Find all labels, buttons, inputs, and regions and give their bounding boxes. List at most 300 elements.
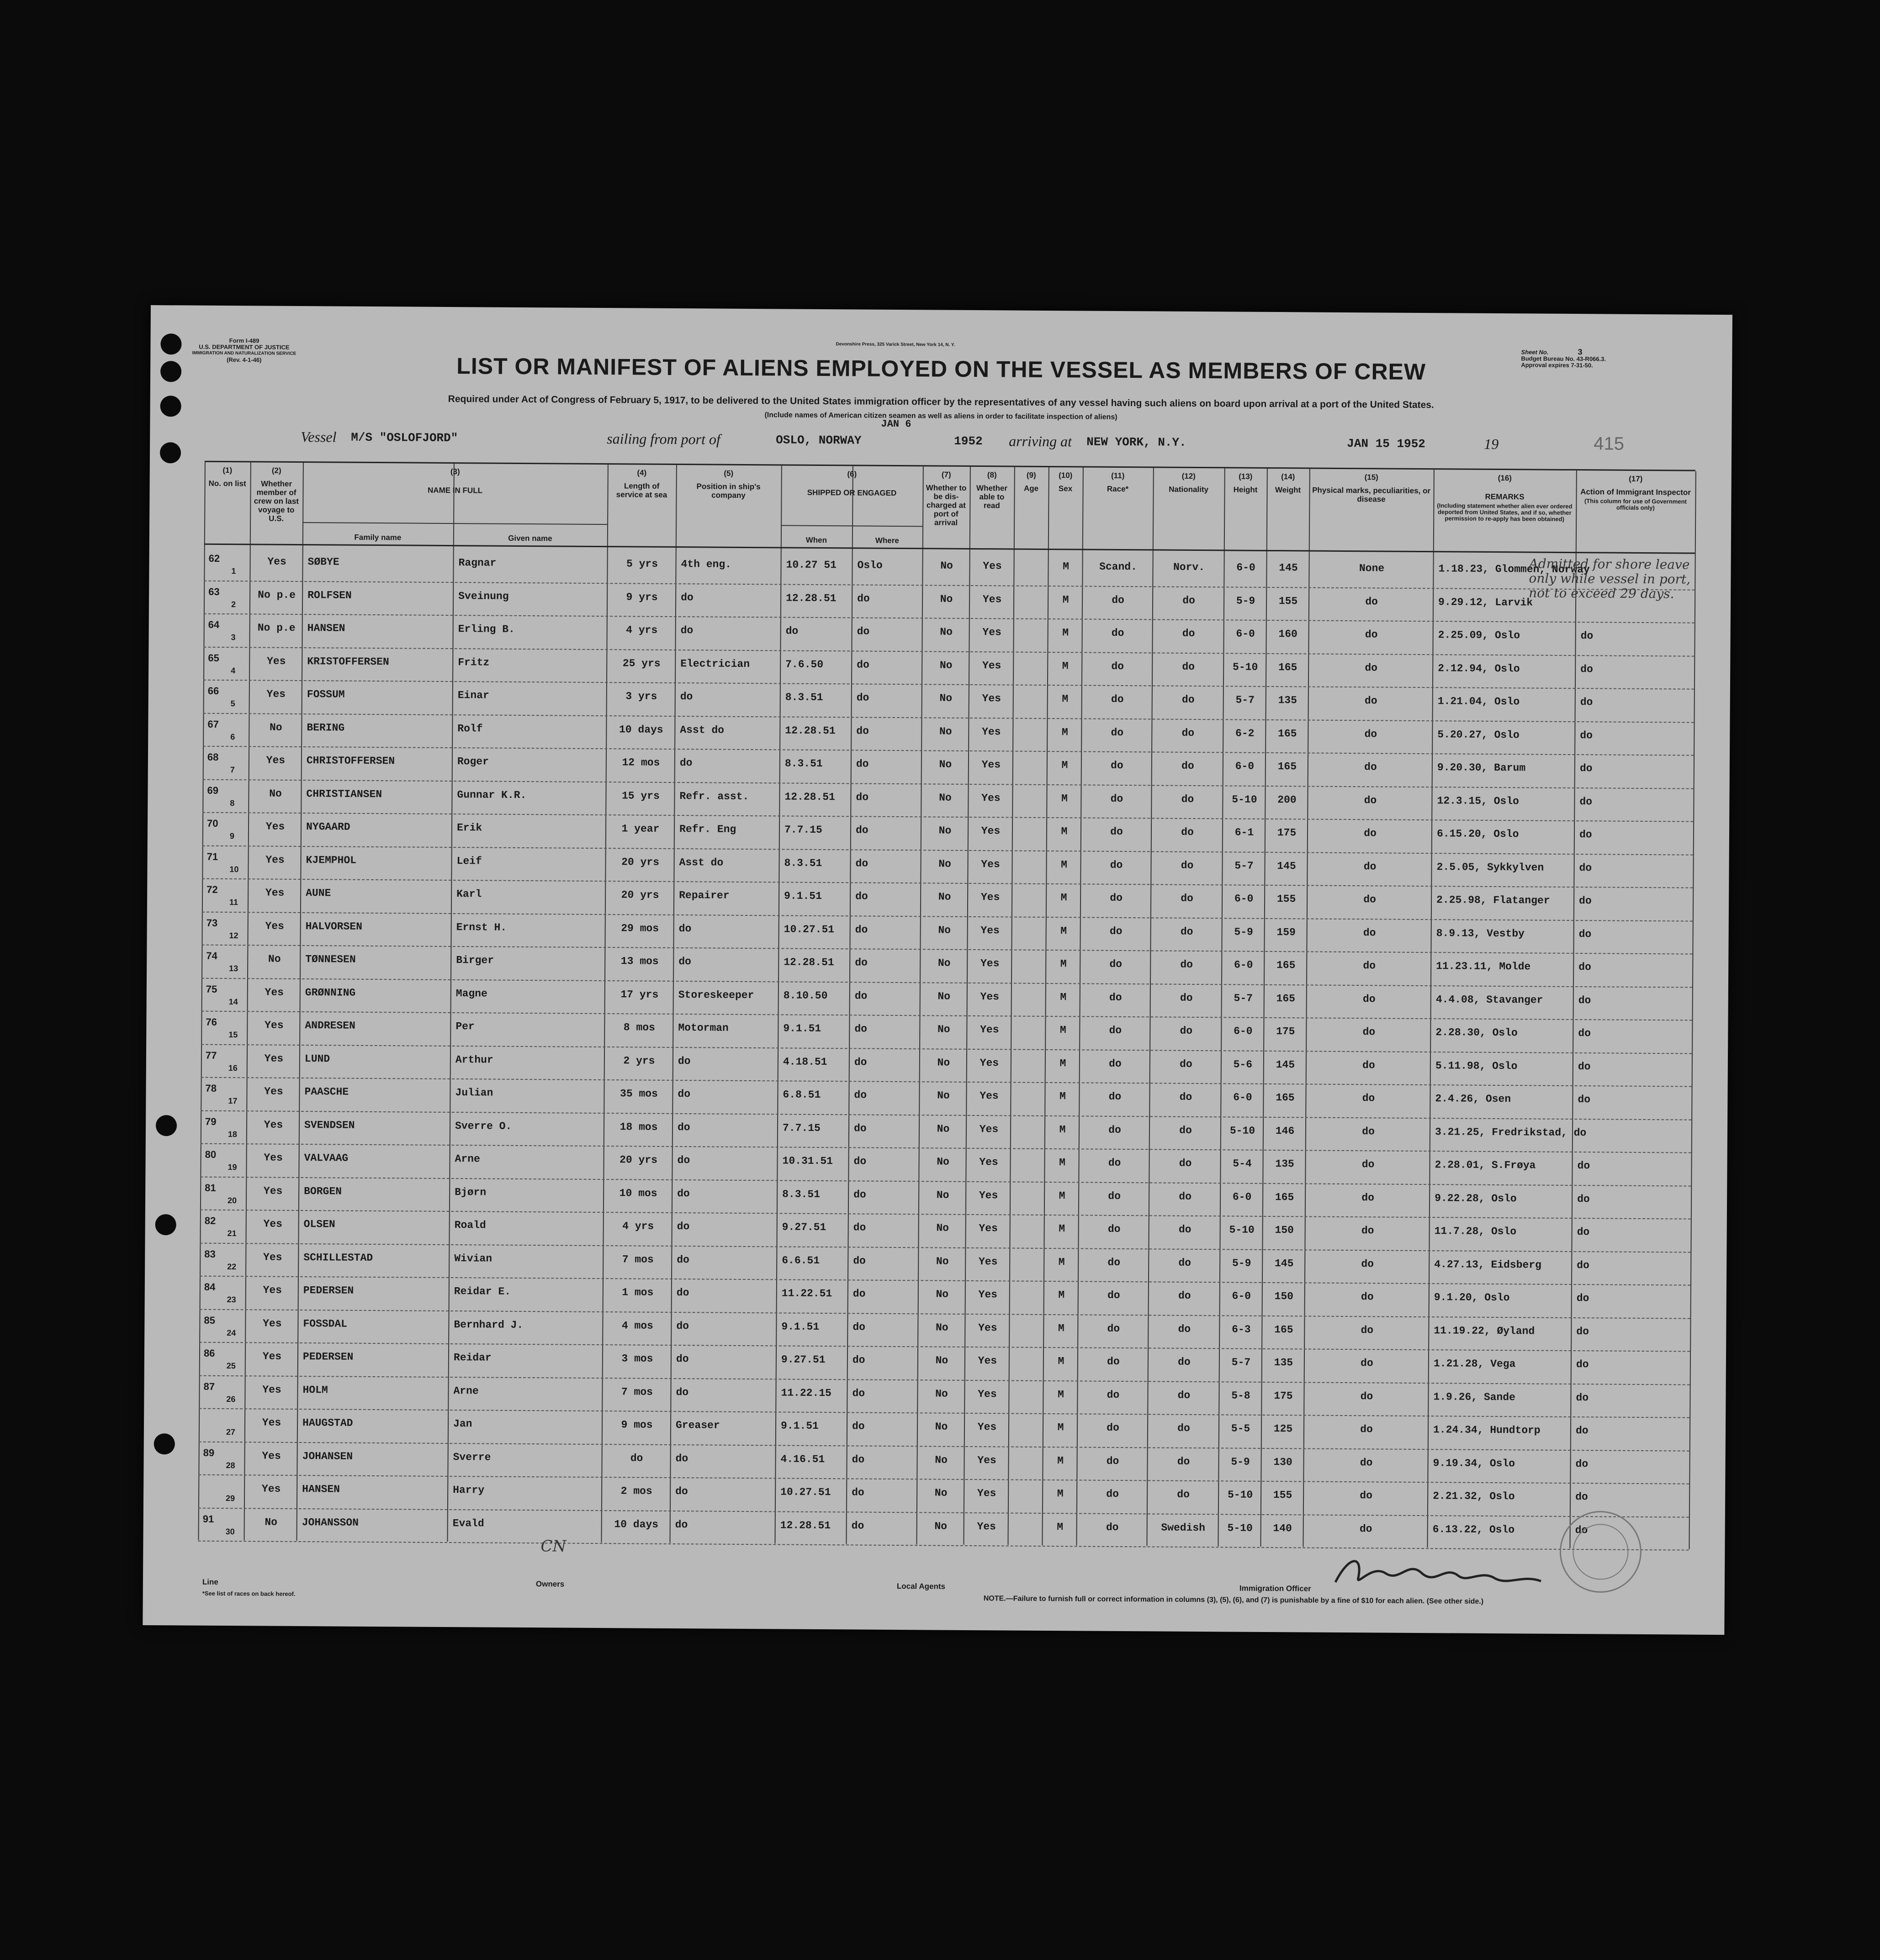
cell-read: Yes xyxy=(977,1421,997,1433)
cell-when: 7.7.15 xyxy=(784,824,822,836)
cell-rem: 1.9.26, Sande xyxy=(1433,1390,1515,1403)
cell-prev: Yes xyxy=(262,1350,282,1363)
row-rule xyxy=(201,1143,1691,1153)
page-stamp: 415 xyxy=(1594,433,1625,454)
cell-marks: do xyxy=(1364,728,1377,740)
cell-giv: Sverre O. xyxy=(455,1120,512,1132)
cell-nat: do xyxy=(1179,1091,1192,1103)
column-number: (17) xyxy=(1629,474,1643,483)
list-number: 27 xyxy=(226,1427,236,1437)
list-number: 16 xyxy=(228,1063,238,1072)
cell-when: 8.3.51 xyxy=(784,856,822,869)
cell-read: Yes xyxy=(982,593,1002,605)
cell-giv: Ragnar xyxy=(458,557,497,569)
cell-giv: Jan xyxy=(453,1418,472,1430)
cell-when: 8.3.51 xyxy=(782,1188,821,1200)
column-header-c8 xyxy=(969,470,1014,510)
cell-ht: 5-7 xyxy=(1235,694,1255,706)
cell-when: 8.10.50 xyxy=(783,989,828,1002)
cell-read: Yes xyxy=(978,1355,997,1367)
cell-pos: do xyxy=(676,1386,689,1398)
cell-svc: 7 mos xyxy=(621,1385,653,1398)
cell-giv: Arne xyxy=(455,1153,480,1165)
cell-read: Yes xyxy=(978,1289,998,1301)
cell-pos: Repairer xyxy=(679,889,730,902)
cell-rem: 9.19.34, Oslo xyxy=(1433,1457,1515,1469)
cell-where: do xyxy=(855,956,868,969)
cell-race: do xyxy=(1109,958,1123,971)
cell-read: Yes xyxy=(979,1222,998,1235)
cell-act: do xyxy=(1580,663,1593,675)
cell-race: do xyxy=(1109,1057,1122,1070)
cell-fam: ROLFSEN xyxy=(307,589,352,602)
row-rule xyxy=(201,1044,1692,1054)
cell-nat: do xyxy=(1181,760,1194,772)
cell-where: do xyxy=(854,1056,867,1068)
cell-svc: 4 yrs xyxy=(626,624,658,636)
cell-giv: Magne xyxy=(455,987,487,1000)
cell-fam: CHRISTIANSEN xyxy=(306,787,382,800)
column-number: (16) xyxy=(1498,474,1512,483)
cell-wt: 146 xyxy=(1275,1125,1295,1137)
sequence-number: 62 xyxy=(208,552,220,564)
cell-giv: Einar xyxy=(457,689,489,702)
cell-rem: 1.18.23, Glommen, Norway xyxy=(1438,563,1590,576)
cell-sex: M xyxy=(1059,1223,1065,1235)
cell-where: do xyxy=(853,1221,866,1234)
cell-marks: do xyxy=(1363,860,1377,872)
cell-wt: 140 xyxy=(1273,1522,1292,1534)
cell-read: Yes xyxy=(977,1520,996,1532)
row-rule xyxy=(202,845,1693,855)
cell-sex: M xyxy=(1059,1090,1066,1103)
cell-sex: M xyxy=(1063,560,1070,573)
cell-ht: 6-3 xyxy=(1232,1323,1251,1336)
column-header-c11 xyxy=(1083,471,1153,493)
cell-sex: M xyxy=(1061,825,1068,838)
column-title: Weight xyxy=(1275,486,1301,495)
cell-ht: 5-7 xyxy=(1234,992,1253,1004)
cell-dis: No xyxy=(935,1388,948,1400)
cell-ht: 5-4 xyxy=(1233,1157,1252,1170)
cell-pos: 4th eng. xyxy=(681,558,732,571)
cell-where: do xyxy=(852,1453,865,1466)
cell-fam: PAASCHE xyxy=(304,1086,349,1098)
cell-read: Yes xyxy=(982,659,1001,671)
cell-ht: 6-0 xyxy=(1233,1091,1252,1104)
cell-prev: Yes xyxy=(263,1218,282,1230)
cell-when: 12.28.51 xyxy=(784,956,834,969)
cell-race: do xyxy=(1109,1024,1122,1037)
cell-fam: LUND xyxy=(304,1052,330,1065)
cell-act: do xyxy=(1580,630,1594,642)
cell-read: Yes xyxy=(980,924,1000,936)
cell-nat: do xyxy=(1180,1025,1193,1037)
cell-marks: do xyxy=(1361,1257,1374,1270)
official-seal xyxy=(1555,1506,1647,1598)
list-number: 18 xyxy=(228,1129,238,1139)
cell-nat: do xyxy=(1178,1289,1191,1302)
column-header-c2 xyxy=(250,466,303,523)
cell-marks: do xyxy=(1363,926,1376,939)
cell-fam: KRISTOFFERSEN xyxy=(307,655,389,668)
cell-dis: No xyxy=(936,1189,949,1201)
cell-dis: No xyxy=(937,1057,950,1069)
column-title: Action of Immigrant Inspector xyxy=(1580,487,1691,497)
cell-giv: Karl xyxy=(456,888,482,900)
cell-giv: Reidar xyxy=(453,1352,492,1364)
cell-nat: do xyxy=(1177,1488,1190,1500)
sequence-number: 75 xyxy=(206,983,217,995)
list-number: 14 xyxy=(228,997,238,1006)
cell-rem: 1.21.28, Vega xyxy=(1433,1358,1516,1370)
cell-rem: 2.21.32, Oslo xyxy=(1433,1490,1515,1503)
cell-act: do xyxy=(1580,729,1593,741)
cell-pos: do xyxy=(677,1154,690,1167)
cell-ht: 5-6 xyxy=(1233,1058,1253,1071)
column-note: (This column for use of Government officials only) xyxy=(1584,497,1687,512)
cell-nat: do xyxy=(1178,1257,1192,1269)
cell-wt: 150 xyxy=(1275,1224,1294,1236)
cell-where: do xyxy=(856,791,869,803)
cell-prev: Yes xyxy=(265,887,285,899)
cell-where: do xyxy=(855,824,869,836)
cell-rem: 9.29.12, Larvik xyxy=(1438,596,1533,608)
manifest-sheet xyxy=(143,305,1732,1635)
footer-line-label: Line xyxy=(202,1577,218,1586)
cell-race: do xyxy=(1107,1322,1120,1335)
cell-dis: No xyxy=(939,758,952,771)
cell-wt: 165 xyxy=(1278,727,1297,740)
officer-signature xyxy=(1331,1546,1551,1597)
cell-sex: M xyxy=(1057,1421,1064,1434)
cell-pos: do xyxy=(679,757,693,769)
cell-marks: do xyxy=(1361,1225,1374,1237)
column-number: (8) xyxy=(987,470,997,480)
cell-nat: do xyxy=(1179,1157,1192,1169)
list-number: 25 xyxy=(226,1361,236,1371)
cell-race: Scand. xyxy=(1099,560,1138,573)
cell-giv: Erik xyxy=(456,822,482,834)
cell-giv: Erling B. xyxy=(458,623,515,635)
column-header-c9 xyxy=(1014,471,1049,493)
cell-nat: do xyxy=(1180,1058,1192,1070)
cell-nat: do xyxy=(1177,1455,1190,1468)
cell-pos: Electrician xyxy=(680,657,750,670)
cell-pos: Storeskeeper xyxy=(678,988,754,1001)
cell-read: Yes xyxy=(980,1024,999,1036)
row-rule xyxy=(200,1242,1690,1252)
subheader: Family name xyxy=(354,533,402,542)
cell-race: do xyxy=(1106,1488,1119,1500)
list-number: 6 xyxy=(230,732,235,741)
cell-pos: Asst do xyxy=(680,724,725,736)
list-number: 2 xyxy=(231,599,236,609)
column-header-c4 xyxy=(607,468,676,499)
row-rule xyxy=(204,613,1695,623)
cell-act: do xyxy=(1578,961,1591,973)
sequence-number: 72 xyxy=(207,883,218,895)
cell-nat: do xyxy=(1177,1422,1190,1434)
sailing-label: sailing from port of xyxy=(607,430,720,448)
cell-giv: Birger xyxy=(456,954,494,967)
cell-read: Yes xyxy=(977,1487,996,1500)
cell-where: do xyxy=(856,724,869,737)
row-rule xyxy=(200,1176,1691,1186)
cell-marks: do xyxy=(1364,794,1377,806)
cell-pos: do xyxy=(678,956,691,968)
cell-when: 7.7.15 xyxy=(782,1121,821,1134)
cell-marks: do xyxy=(1362,1125,1375,1137)
cell-race: do xyxy=(1106,1521,1119,1533)
cell-wt: 155 xyxy=(1276,893,1296,905)
row-rule xyxy=(201,1011,1692,1021)
cell-giv: Roger xyxy=(457,755,489,768)
cell-nat: Swedish xyxy=(1161,1522,1206,1534)
cell-pos: do xyxy=(678,1088,691,1100)
cell-svc: 8 mos xyxy=(623,1021,655,1034)
cell-fam: BORGEN xyxy=(304,1185,342,1198)
cell-sex: M xyxy=(1058,1355,1064,1368)
cell-rem: 4.27.13, Eidsberg xyxy=(1434,1258,1541,1271)
sequence-number: 74 xyxy=(206,950,217,962)
cell-fam: FOSSUM xyxy=(307,688,345,701)
cell-fam: HAUGSTAD xyxy=(302,1417,353,1429)
cell-sex: M xyxy=(1057,1488,1064,1500)
column-number: (12) xyxy=(1181,471,1196,481)
cell-rem: 2.28.01, S.Frøya xyxy=(1435,1159,1536,1172)
cell-ht: 6-0 xyxy=(1234,959,1253,971)
cell-act: do xyxy=(1575,1491,1588,1503)
subheader: Where xyxy=(875,536,899,545)
row-rule xyxy=(199,1441,1689,1451)
cell-marks: do xyxy=(1364,695,1377,707)
cell-read: Yes xyxy=(978,1255,998,1268)
cell-pos: do xyxy=(680,624,694,637)
cell-dis: No xyxy=(935,1454,948,1466)
cell-rem: 9.20.30, Barum xyxy=(1437,761,1526,774)
cell-read: Yes xyxy=(979,1123,999,1135)
cell-fam: HOLM xyxy=(302,1384,328,1396)
sequence-number: 68 xyxy=(207,751,219,763)
row-rule xyxy=(199,1342,1690,1352)
cell-sex: M xyxy=(1061,726,1068,738)
column-title: Length of service at sea xyxy=(616,481,667,499)
cell-where: do xyxy=(853,1254,866,1267)
cell-dis: No xyxy=(939,792,952,804)
cell-marks: do xyxy=(1360,1456,1373,1469)
cell-prev: Yes xyxy=(265,820,285,833)
cell-wt: 165 xyxy=(1278,661,1297,673)
cell-marks: do xyxy=(1365,595,1378,608)
cell-act: do xyxy=(1579,861,1592,874)
department: U.S. DEPARTMENT OF JUSTICE xyxy=(199,343,290,351)
cell-when: 11.22.15 xyxy=(781,1386,831,1399)
cell-read: Yes xyxy=(982,692,1001,705)
cell-prev: No xyxy=(269,787,282,800)
cell-nat: do xyxy=(1182,660,1195,673)
cell-svc: 9 yrs xyxy=(626,591,658,603)
cell-rem: 2.28.30, Oslo xyxy=(1435,1026,1518,1039)
cell-fam: AUNE xyxy=(306,887,331,899)
cell-when: 9.1.51 xyxy=(783,1022,821,1035)
cell-rem: 6.13.22, Oslo xyxy=(1432,1523,1515,1536)
cell-svc: 10 days xyxy=(614,1518,659,1531)
sail-year: 1952 xyxy=(954,434,983,449)
row-rule xyxy=(202,878,1693,888)
cell-nat: do xyxy=(1182,594,1195,607)
cell-svc: 18 mos xyxy=(620,1120,658,1133)
cell-race: do xyxy=(1111,693,1124,706)
cell-marks: do xyxy=(1364,761,1377,773)
cell-read: Yes xyxy=(979,1156,998,1168)
cell-sex: M xyxy=(1059,1057,1066,1069)
cell-pos: do xyxy=(677,1187,690,1199)
cell-prev: Yes xyxy=(264,1152,283,1164)
column-title: Whether member of crew on last voyage to U.S. xyxy=(254,479,299,523)
cell-when: 9.27.51 xyxy=(782,1221,826,1234)
cell-act: do xyxy=(1578,1027,1591,1040)
cell-when: 11.22.51 xyxy=(781,1287,832,1300)
cell-fam: HALVORSEN xyxy=(305,920,363,933)
cell-sex: M xyxy=(1060,925,1067,937)
cell-pos: do xyxy=(677,1220,690,1233)
cell-wt: 155 xyxy=(1273,1489,1292,1501)
cell-dis: No xyxy=(937,1123,950,1135)
list-number: 13 xyxy=(229,964,238,973)
cell-svc: 3 mos xyxy=(621,1352,653,1365)
cell-marks: do xyxy=(1362,1092,1375,1104)
cell-dis: No xyxy=(937,1023,950,1035)
cell-svc: 7 mos xyxy=(622,1253,654,1266)
cell-giv: Arne xyxy=(453,1384,479,1397)
cell-ht: 6-0 xyxy=(1234,1025,1253,1037)
cell-ht: 6-0 xyxy=(1232,1290,1251,1302)
column-title: No. on list xyxy=(208,479,246,488)
cell-race: do xyxy=(1109,925,1123,937)
cell-when: do xyxy=(785,625,799,637)
races-note: *See list of races on back hereof. xyxy=(202,1590,296,1597)
cell-dis: No xyxy=(936,1255,949,1268)
cell-marks: do xyxy=(1359,1522,1372,1535)
cell-rem: 9.22.28, Oslo xyxy=(1435,1192,1517,1205)
cell-dis: No xyxy=(936,1222,949,1234)
cell-marks: do xyxy=(1362,993,1376,1005)
column-title: Position in ship's company xyxy=(696,482,761,500)
cell-sex: M xyxy=(1062,660,1069,672)
cell-rem: 11.23.11, Molde xyxy=(1436,960,1531,973)
cell-prev: Yes xyxy=(264,1085,283,1098)
cell-rem: 5.20.27, Oslo xyxy=(1437,728,1520,741)
cell-nat: do xyxy=(1181,727,1195,739)
cell-pos: do xyxy=(675,1518,688,1531)
cell-nat: do xyxy=(1178,1356,1191,1368)
year-label: 19 xyxy=(1484,435,1499,453)
column-divider xyxy=(244,462,251,1540)
sequence-number: 83 xyxy=(204,1248,216,1260)
cell-pos: do xyxy=(680,691,693,703)
cell-where: do xyxy=(855,923,868,936)
cell-when: 4.18.51 xyxy=(783,1055,827,1068)
cell-ht: 5-10 xyxy=(1229,1124,1255,1137)
cell-prev: No p.e xyxy=(257,622,296,634)
cell-wt: 165 xyxy=(1275,1191,1294,1203)
cell-where: do xyxy=(853,1288,866,1300)
cell-giv: Fritz xyxy=(458,656,490,669)
cell-ht: 5-9 xyxy=(1234,926,1253,938)
cell-giv: Bjørn xyxy=(455,1186,487,1199)
cell-svc: 1 year xyxy=(621,823,660,835)
sequence-number: 79 xyxy=(205,1115,217,1127)
cell-act: do xyxy=(1578,1094,1591,1106)
sheet-number: 3 xyxy=(1577,348,1583,358)
cell-race: do xyxy=(1112,594,1124,606)
cell-read: Yes xyxy=(978,1321,997,1334)
cell-read: Yes xyxy=(980,990,1000,1003)
cell-act: do xyxy=(1578,1060,1591,1072)
cell-svc: 35 mos xyxy=(620,1088,658,1100)
sequence-number: 67 xyxy=(207,718,219,730)
service: IMMIGRATION AND NATURALIZATION SERVICE xyxy=(192,350,297,356)
cell-sex: M xyxy=(1060,991,1067,1003)
subheader: When xyxy=(805,535,827,545)
cell-wt: 165 xyxy=(1276,992,1296,1004)
cell-nat: do xyxy=(1181,859,1194,872)
cell-ht: 6-0 xyxy=(1236,561,1255,574)
column-header-c10 xyxy=(1049,471,1083,493)
cell-prev: Yes xyxy=(266,688,286,700)
cell-nat: do xyxy=(1181,826,1194,838)
column-number: (1) xyxy=(222,465,233,475)
cell-race: do xyxy=(1110,792,1123,805)
cell-prev: Yes xyxy=(267,555,286,568)
cell-svc: 4 mos xyxy=(621,1319,653,1332)
cell-race: do xyxy=(1107,1421,1119,1434)
cell-pos: do xyxy=(681,591,694,603)
cell-dis: No xyxy=(938,858,951,870)
cell-act: do xyxy=(1577,1226,1590,1238)
cell-rem: 2.5.05, Sykkylven xyxy=(1436,861,1544,874)
column-number: (13) xyxy=(1239,472,1253,481)
row-rule xyxy=(200,1276,1690,1286)
column-title: Whether able to read xyxy=(976,484,1008,510)
cell-ht: 5-9 xyxy=(1232,1257,1251,1269)
list-number: 15 xyxy=(228,1030,238,1040)
cell-sex: M xyxy=(1057,1454,1064,1467)
cell-ht: 5-9 xyxy=(1231,1455,1250,1468)
cell-svc: 10 mos xyxy=(619,1187,657,1199)
cell-when: 12.28.51 xyxy=(780,1519,831,1532)
cell-marks: do xyxy=(1364,827,1377,840)
budget-bureau: Budget Bureau No. 43-R066.3. xyxy=(1521,355,1606,363)
cell-when: 12.28.51 xyxy=(786,592,837,604)
cell-ht: 5-10 xyxy=(1227,1522,1253,1534)
cell-fam: SVENDSEN xyxy=(304,1119,355,1131)
cell-svc: 12 mos xyxy=(622,756,660,769)
cell-race: do xyxy=(1110,892,1123,904)
cell-dis: No xyxy=(940,593,953,605)
list-number: 30 xyxy=(225,1527,235,1536)
cell-where: do xyxy=(852,1354,865,1366)
cell-prev: Yes xyxy=(261,1483,281,1495)
sequence-number: 70 xyxy=(207,817,218,829)
cell-wt: 175 xyxy=(1277,827,1297,839)
form-number: Form I-489 xyxy=(229,337,259,344)
sequence-number: 76 xyxy=(206,1016,217,1028)
cell-svc: 13 mos xyxy=(620,955,659,967)
cell-where: do xyxy=(851,1519,864,1532)
cell-race: do xyxy=(1108,1157,1121,1169)
